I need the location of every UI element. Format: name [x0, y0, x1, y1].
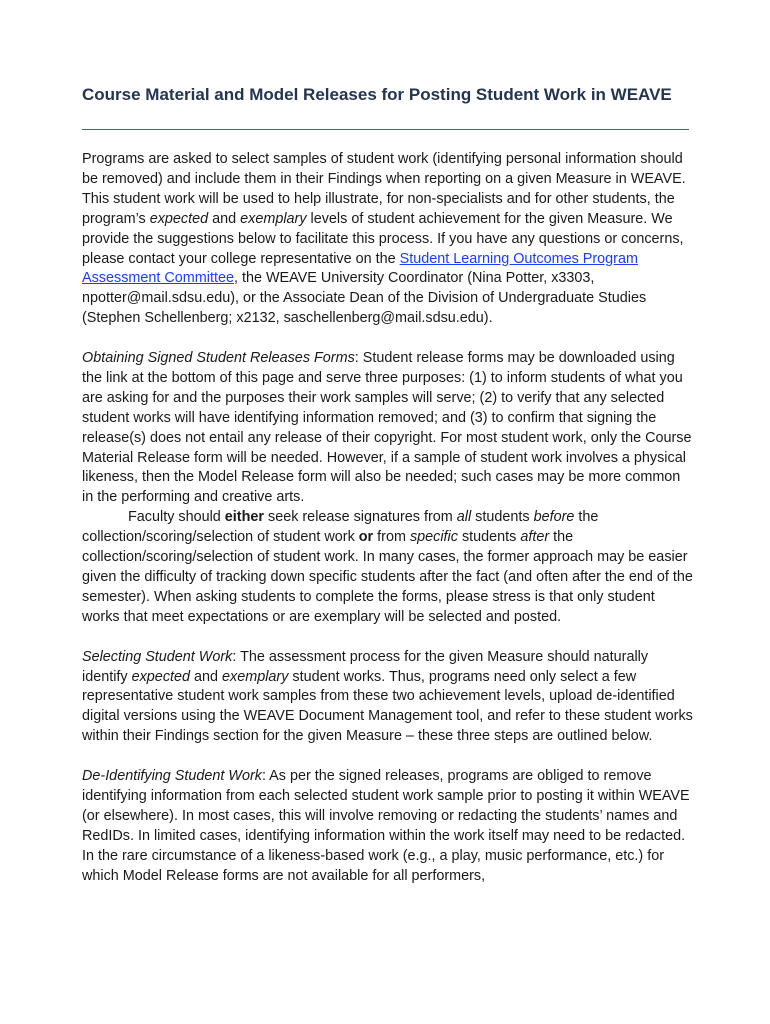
title-divider: [82, 129, 689, 130]
document-title: Course Material and Model Releases for Posting Student Work in WEAVE: [82, 85, 672, 104]
paragraph-de-identifying: De-Identifying Student Work: As per the signed releases, programs are obliged to remove identifying information from each selected student work sample prior to posting it within WEAVE (or elsewhere). In most cases, this will involve removing or redacting the students’ names and RedIDs. In limited cases, identifying information within the work itself may need to be redacted. In the rare circumstance of a likeness-based work (e.g., a play, music performance, etc.) for which Model Release forms are not available for all performers,: [82, 768, 690, 884]
section-heading-de-identifying: De-Identifying Student Work: [82, 768, 262, 785]
document-body: [82, 150, 694, 886]
slo-committee-link[interactable]: Student Learning Outcomes Program Assessment Committee: [82, 250, 638, 287]
paragraph-faculty: Faculty should either seek release signatures from all students before the collection/scoring/selection of student work or from specific students after the collection/scoring/selection of student work. In many cases, the former approach may be easier given the difficulty of tracking down specific students after the fact (and often after the end of the semester). When asking students to complete the forms, please stress is that only student works that meet expectations or are exemplary will be selected and posted.: [82, 509, 693, 625]
paragraph-intro: Programs are asked to select samples of student work (identifying personal information should be removed) and include them in their Findings when reporting on a given Measure in WEAVE. This student work will be used to help illustrate, for non-specialists and for other students, the program’s expected and exemplary levels of student achievement for the given Measure. We provide the suggestions below to facilitate this process. If you have any questions or concerns, please contact your college representative on the Student Learning Outcomes Program Assessment Committee, the WEAVE University Coordinator (Nina Potter, x3303, npotter@mail.sdsu.edu), or the Associate Dean of the Division of Undergraduate Studies (Stephen Schellenberg; x2132, saschellenberg@mail.sdsu.edu).: [82, 151, 686, 327]
section-heading-obtaining: Obtaining Signed Student Releases Forms: [82, 350, 355, 367]
paragraph-obtaining-releases: Obtaining Signed Student Releases Forms: Student release forms may be downloaded using the link at the bottom of this page and serve three purposes: (1) to inform students of what you are asking for and the purposes their work samples will serve; (2) to verify that any selected student works will have identifying information removed; and (3) to confirm that signing the release(s) does not entail any release of their copyright. For most student work, only the Course Material Release form will be needed. However, if a sample of student work involves a physical likeness, then the Model Release form will also be needed; such cases may be more common in the performing and creative arts.: [82, 350, 692, 506]
paragraph-selecting-work: Selecting Student Work: The assessment process for the given Measure should naturally identify expected and exemplary student works. Thus, programs need only select a few representative student work samples from these two achievement levels, upload de-identified digital versions using the WEAVE Document Management tool, and refer to these student works within their Findings section for the given Measure – these three steps are outlined below.: [82, 648, 693, 745]
section-heading-selecting: Selecting Student Work: [82, 648, 233, 665]
